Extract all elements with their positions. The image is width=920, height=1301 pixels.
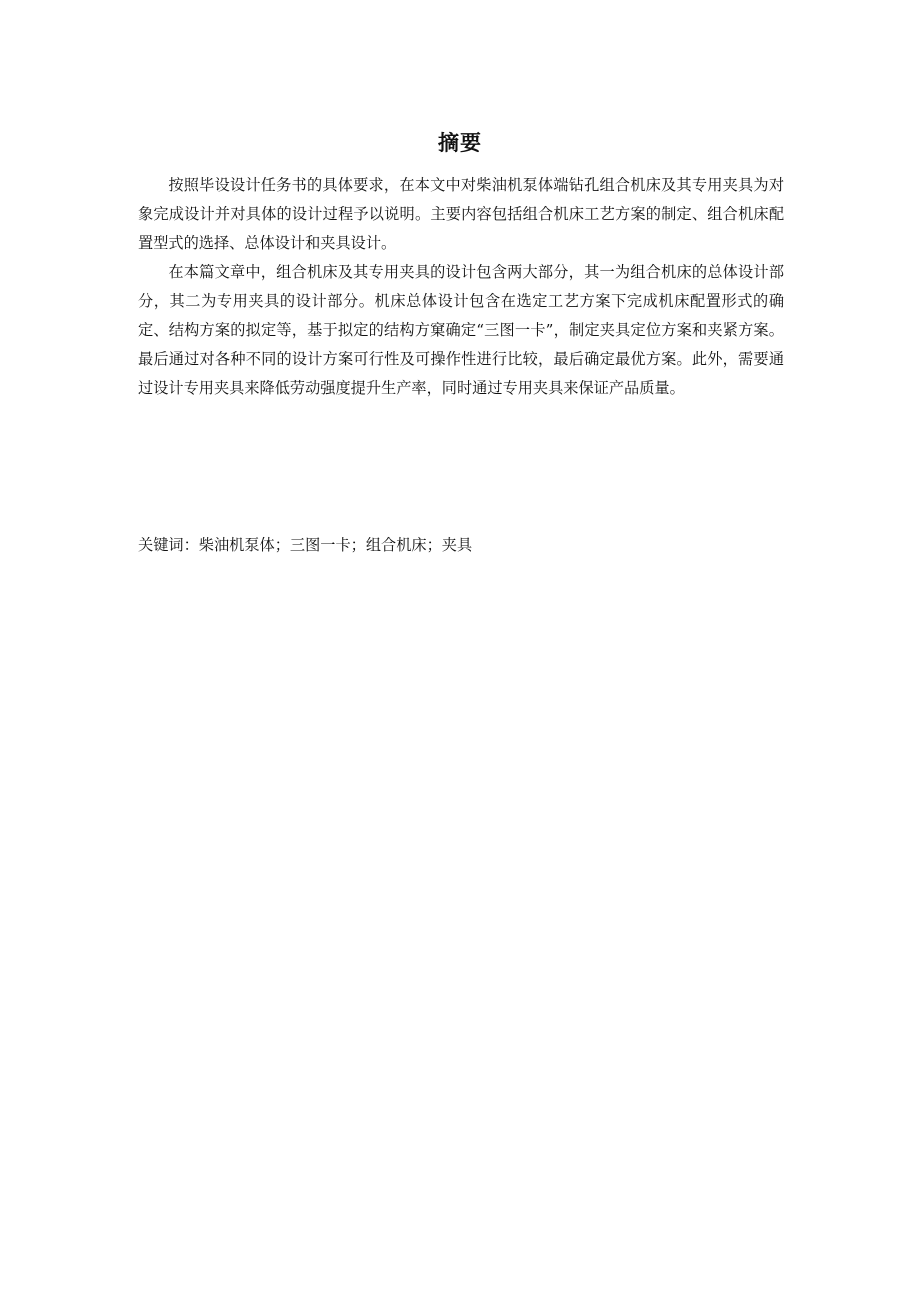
keywords-label: 关键词：	[138, 536, 199, 554]
abstract-title: 摘要	[438, 131, 482, 155]
keywords-line	[138, 531, 784, 560]
keywords-list: 柴油机泵体；三图一卡；组合机床；夹具	[198, 536, 473, 554]
abstract-paragraph-1: 按照毕设设计任务书的具体要求，在本文中对柴油机泵体端钻孔组合机床及其专用夹具为对象完成设计并对具体的设计过程予以说明。主要内容包括组合机床工艺方案的制定、组合机床配置型式的选择、总体设计和夹具设计。	[138, 176, 784, 252]
abstract-paragraph-2: 在本篇文章中，组合机床及其专用夹具的设计包含两大部分，其一为组合机床的总体设计部分，其二为专用夹具的设计部分。机床总体设计包含在选定工艺方案下完成机床配置形式的确定、结构方案的拟定等，基于拟定的结构方窠确定“三图一卡”，制定夹具定位方案和夹紧方案。最后通过对各种不同的设计方案可行性及可操作性进行比较，最后确定最优方案。此外，需要通过设计专用夹具来降低劳动强度提升生产率，同时通过专用夹具来保证产品质量。	[138, 263, 784, 397]
abstract-body	[138, 171, 784, 403]
